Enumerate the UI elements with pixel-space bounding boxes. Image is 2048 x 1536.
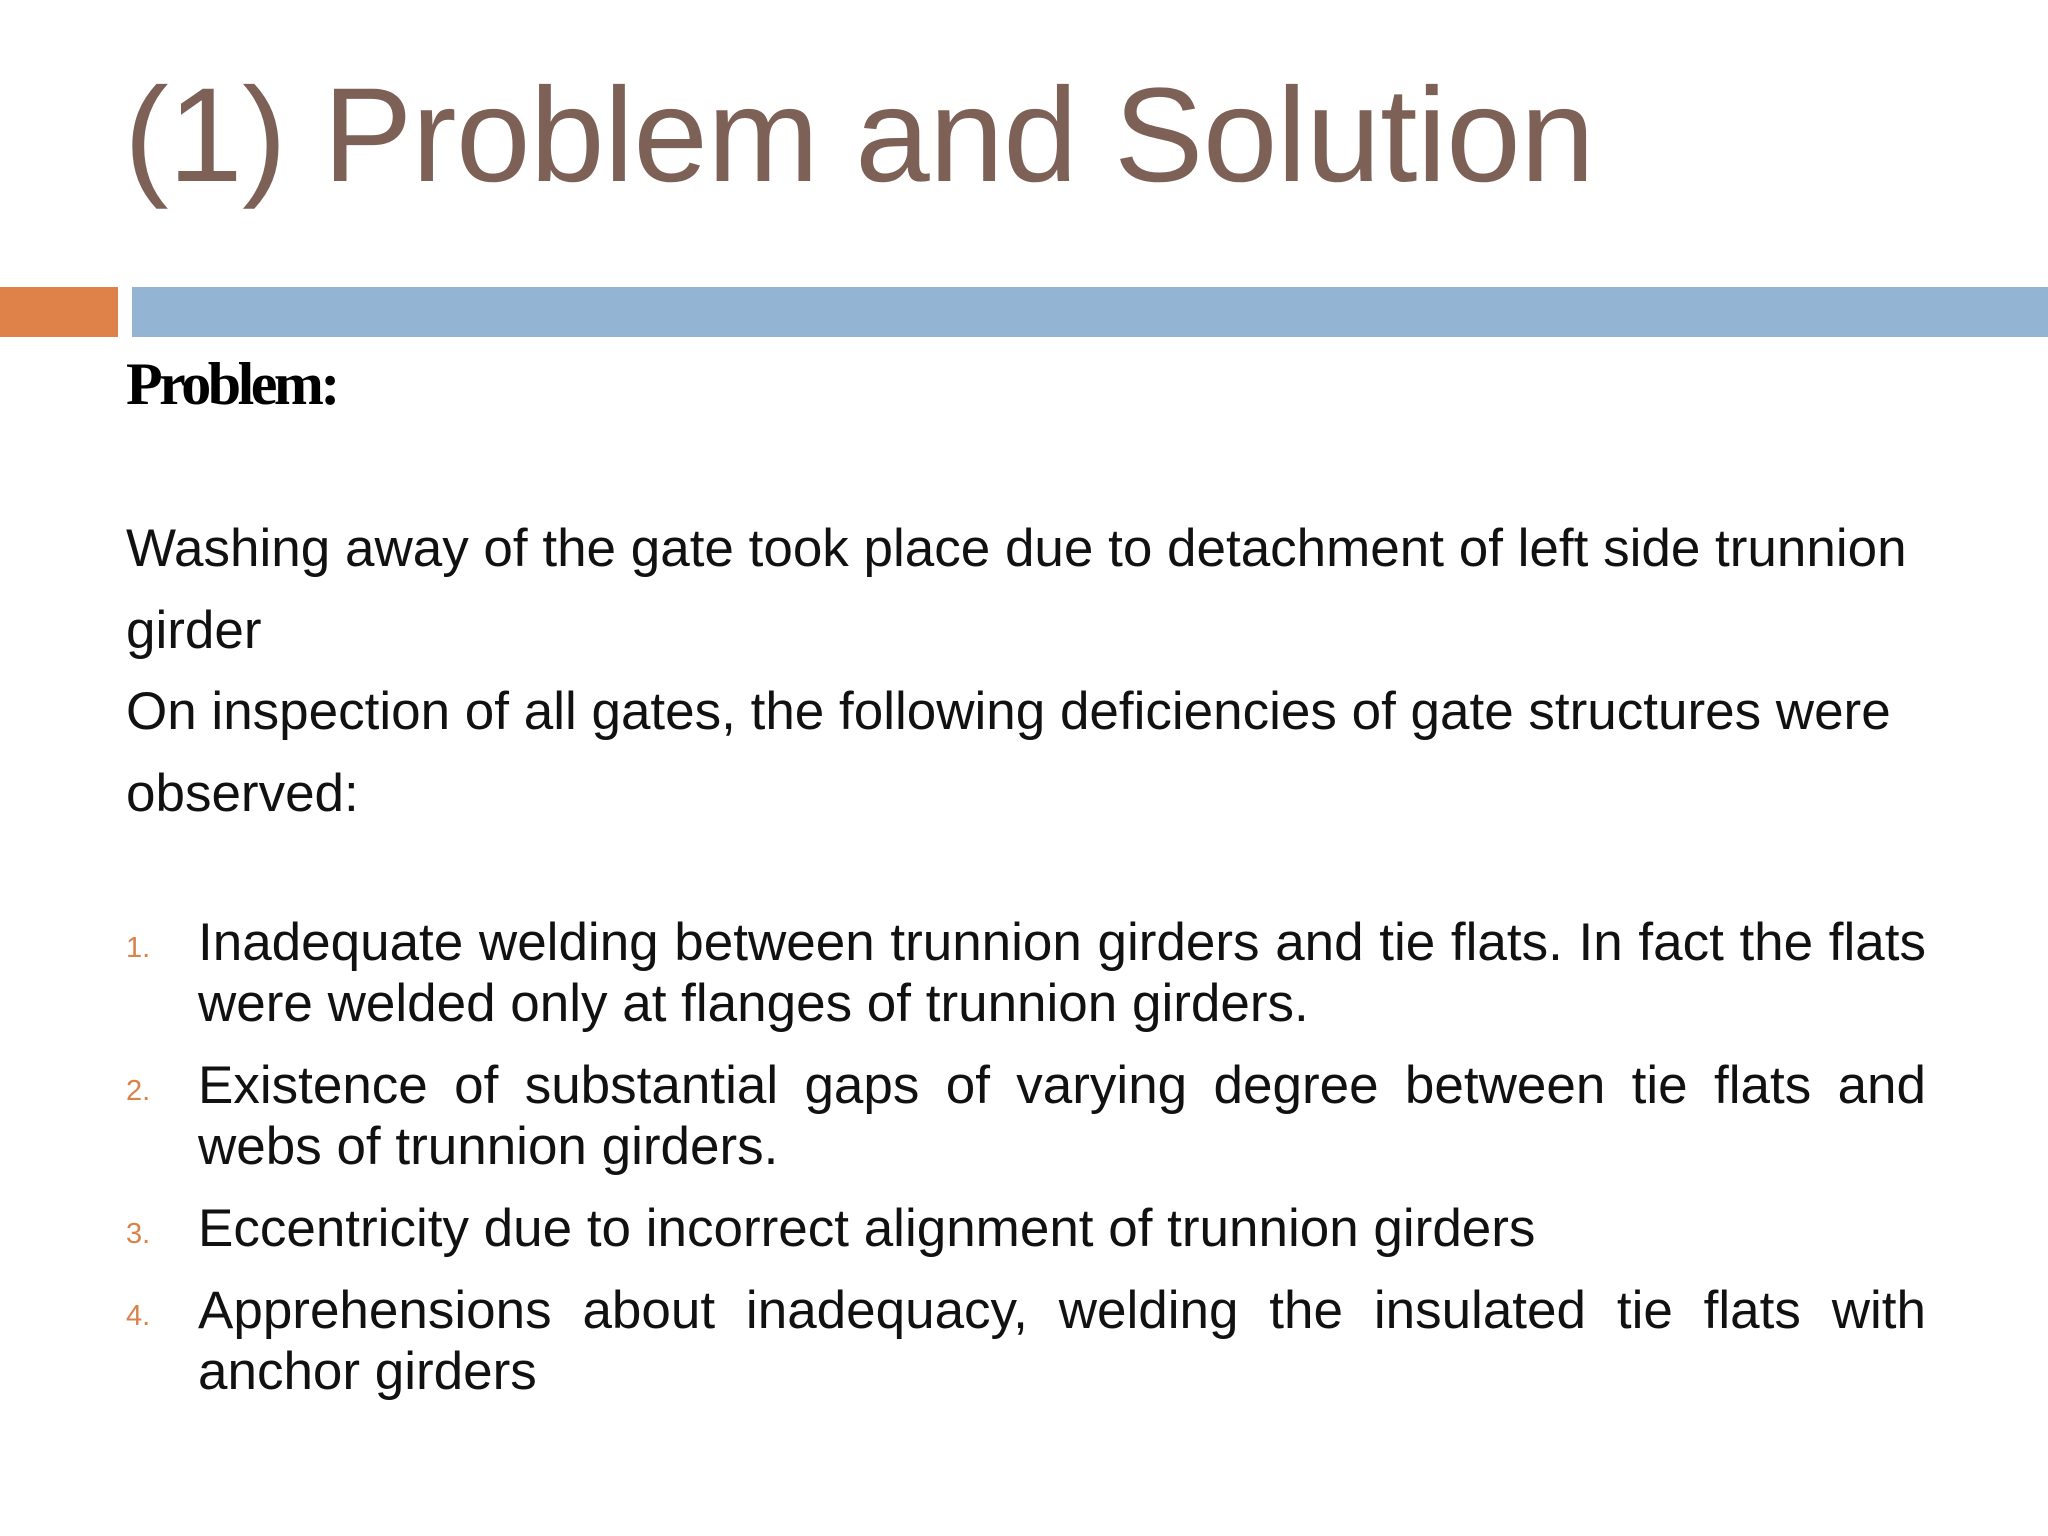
list-item-number: 1.	[126, 932, 151, 964]
paragraph-washing-away: Washing away of the gate took place due to detachment of left side trunnion girder	[126, 519, 1907, 660]
list-item-text: Apprehensions about inadequacy, welding the insulated tie flats with anchor girders	[198, 1281, 1926, 1401]
list-item-text: Eccentricity due to incorrect alignment of trunnion girders	[198, 1199, 1536, 1258]
list-item-text: Inadequate welding between trunnion girders and tie flats. In fact the flats were welded only at flanges of trunnion girders.	[198, 913, 1926, 1033]
list-item	[126, 912, 1926, 1034]
list-item-number: 3.	[126, 1218, 151, 1250]
deficiency-list	[126, 912, 1926, 1423]
list-item-text: Existence of substantial gaps of varying degree between tie flats and webs of trunnion girders.	[198, 1056, 1926, 1176]
paragraph-inspection: On inspection of all gates, the following deficiencies of gate structures were observed:	[126, 682, 1891, 823]
list-item-number: 4.	[126, 1300, 151, 1332]
list-item	[126, 1055, 1926, 1177]
list-item	[126, 1280, 1926, 1402]
accent-bar-blue	[132, 287, 2048, 337]
accent-bar-orange	[0, 287, 118, 337]
list-item	[126, 1198, 1926, 1259]
slide-title: (1) Problem and Solution	[124, 61, 1595, 210]
problem-heading: Problem:	[126, 351, 337, 417]
list-item-number: 2.	[126, 1075, 151, 1107]
